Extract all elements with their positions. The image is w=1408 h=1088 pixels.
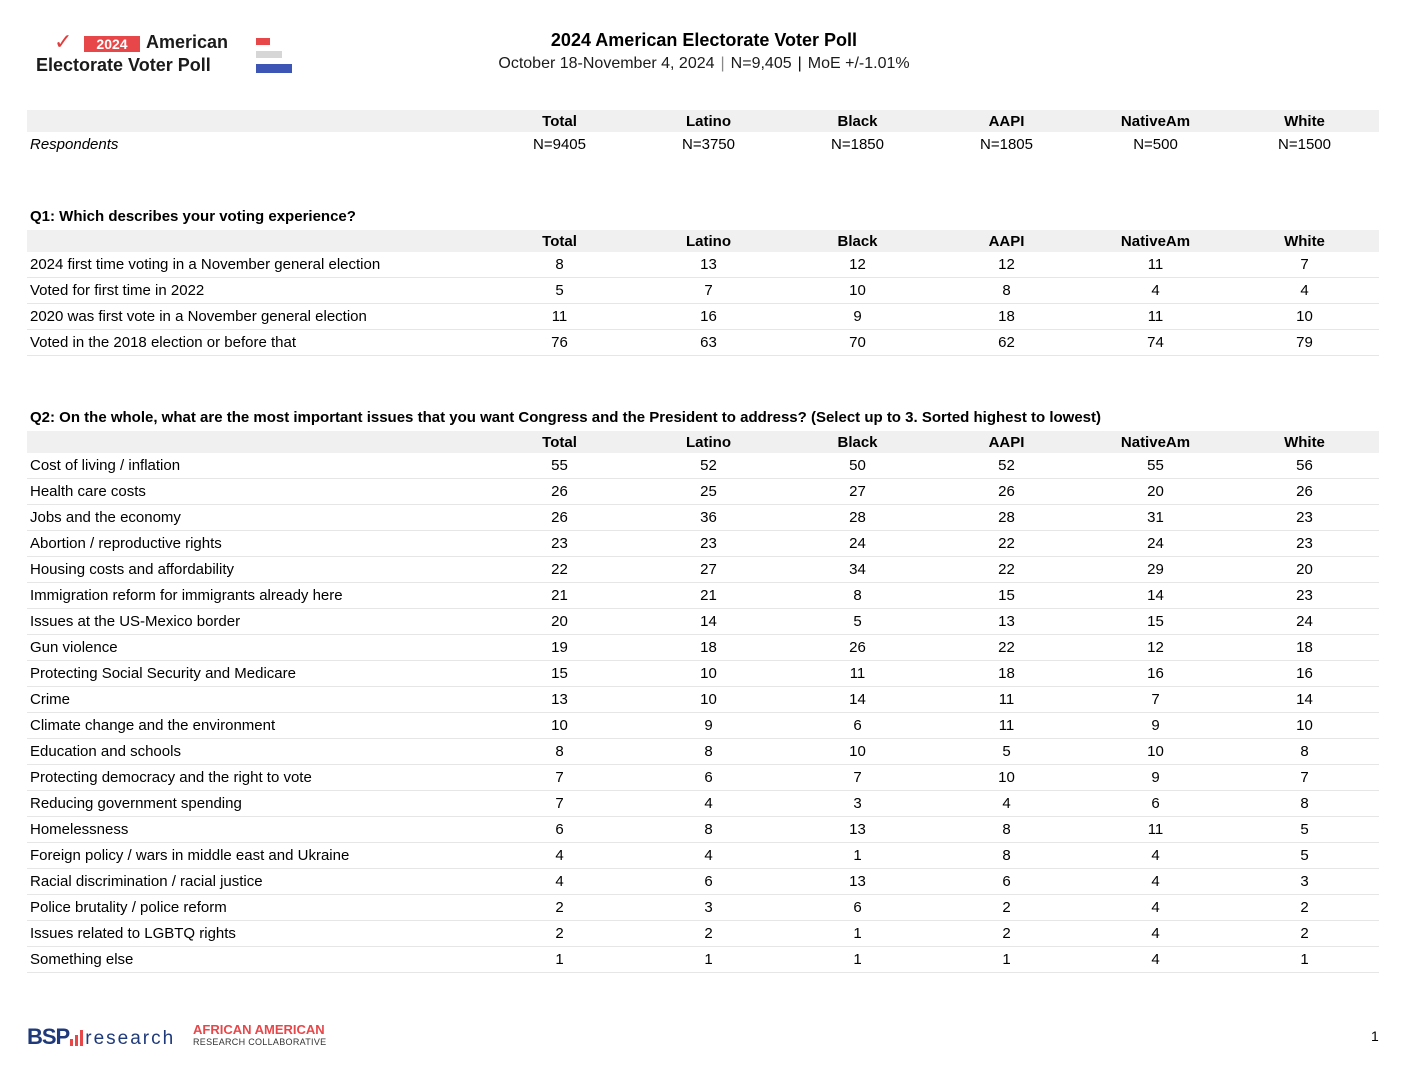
value-cell: 13 bbox=[783, 869, 932, 895]
separator: | bbox=[797, 55, 802, 72]
row-label: Issues related to LGBTQ rights bbox=[27, 921, 485, 947]
table-row bbox=[27, 609, 1379, 635]
column-header-black: Black bbox=[783, 431, 932, 453]
value-cell: 1 bbox=[783, 843, 932, 869]
page-title: 2024 American Electorate Voter Poll bbox=[550, 30, 858, 50]
value-cell: 7 bbox=[783, 765, 932, 791]
value-cell: 16 bbox=[1230, 661, 1379, 687]
value-cell: 10 bbox=[1081, 739, 1230, 765]
value-cell: 5 bbox=[783, 609, 932, 635]
table-row bbox=[27, 687, 1379, 713]
value-cell: 28 bbox=[932, 505, 1081, 531]
row-label: Cost of living / inflation bbox=[27, 453, 485, 479]
table-row bbox=[27, 635, 1379, 661]
table-row bbox=[27, 869, 1379, 895]
value-cell: 13 bbox=[634, 252, 783, 278]
value-cell: 18 bbox=[932, 661, 1081, 687]
row-label: Jobs and the economy bbox=[27, 505, 485, 531]
value-cell: 13 bbox=[932, 609, 1081, 635]
value-cell: 6 bbox=[634, 765, 783, 791]
value-cell: 13 bbox=[783, 817, 932, 843]
value-cell: 10 bbox=[932, 765, 1081, 791]
value-cell: 16 bbox=[634, 304, 783, 330]
respondents-cell: N=500 bbox=[1133, 136, 1178, 153]
value-cell: 23 bbox=[1230, 583, 1379, 609]
column-header-white: White bbox=[1230, 431, 1379, 453]
value-cell: 55 bbox=[1081, 453, 1230, 479]
page-subtitle bbox=[0, 55, 1408, 73]
value-cell: 27 bbox=[783, 479, 932, 505]
header-row bbox=[27, 110, 1379, 132]
value-cell: 20 bbox=[1081, 479, 1230, 505]
value-cell: 21 bbox=[485, 583, 634, 609]
value-cell: 8 bbox=[932, 278, 1081, 304]
value-cell: 8 bbox=[932, 843, 1081, 869]
value-cell: 23 bbox=[634, 531, 783, 557]
header-blank-cell bbox=[27, 110, 485, 132]
value-cell: 15 bbox=[485, 661, 634, 687]
value-cell: 11 bbox=[485, 304, 634, 330]
table-row bbox=[27, 921, 1379, 947]
table-row bbox=[27, 895, 1379, 921]
column-header-total: Total bbox=[485, 230, 634, 252]
row-label: 2020 was first vote in a November general election bbox=[27, 304, 485, 330]
value-cell: 2 bbox=[932, 895, 1081, 921]
value-cell: 22 bbox=[932, 531, 1081, 557]
table-row bbox=[27, 713, 1379, 739]
page-number: 1 bbox=[1371, 1028, 1379, 1044]
value-cell: 4 bbox=[634, 791, 783, 817]
value-cell: 11 bbox=[932, 687, 1081, 713]
column-header-white: White bbox=[1230, 110, 1379, 132]
value-cell: 14 bbox=[1081, 583, 1230, 609]
value-cell: 55 bbox=[485, 453, 634, 479]
row-label: Protecting democracy and the right to vote bbox=[27, 765, 485, 791]
value-cell: 8 bbox=[634, 817, 783, 843]
column-header-nativeam: NativeAm bbox=[1081, 431, 1230, 453]
value-cell: 7 bbox=[485, 791, 634, 817]
value-cell: 10 bbox=[783, 739, 932, 765]
value-cell: 21 bbox=[634, 583, 783, 609]
column-header-total: Total bbox=[485, 110, 634, 132]
value-cell: 26 bbox=[932, 479, 1081, 505]
value-cell: 4 bbox=[1081, 947, 1230, 973]
value-cell: 29 bbox=[1081, 557, 1230, 583]
value-cell: 9 bbox=[1081, 765, 1230, 791]
fieldwork-dates: October 18-November 4, 2024 bbox=[498, 55, 715, 72]
respondents-cell: N=3750 bbox=[682, 136, 735, 153]
value-cell: 26 bbox=[485, 479, 634, 505]
value-cell: 31 bbox=[1081, 505, 1230, 531]
value-cell: 2 bbox=[1230, 921, 1379, 947]
table-row bbox=[27, 505, 1379, 531]
value-cell: 9 bbox=[1081, 713, 1230, 739]
value-cell: 23 bbox=[1230, 505, 1379, 531]
value-cell: 1 bbox=[1230, 947, 1379, 973]
value-cell: 20 bbox=[485, 609, 634, 635]
value-cell: 4 bbox=[1230, 278, 1379, 304]
header-blank-cell bbox=[27, 230, 485, 252]
value-cell: 25 bbox=[634, 479, 783, 505]
value-cell: 22 bbox=[932, 557, 1081, 583]
value-cell: 7 bbox=[1081, 687, 1230, 713]
value-cell: 24 bbox=[1230, 609, 1379, 635]
table-row bbox=[27, 791, 1379, 817]
value-cell: 20 bbox=[1230, 557, 1379, 583]
respondents-cell: N=1500 bbox=[1278, 136, 1331, 153]
value-cell: 11 bbox=[1081, 817, 1230, 843]
table-row bbox=[27, 531, 1379, 557]
value-cell: 8 bbox=[1230, 791, 1379, 817]
column-header-total: Total bbox=[485, 431, 634, 453]
value-cell: 16 bbox=[1081, 661, 1230, 687]
value-cell: 8 bbox=[932, 817, 1081, 843]
value-cell: 3 bbox=[634, 895, 783, 921]
value-cell: 50 bbox=[783, 453, 932, 479]
value-cell: 3 bbox=[783, 791, 932, 817]
value-cell: 8 bbox=[634, 739, 783, 765]
value-cell: 4 bbox=[1081, 869, 1230, 895]
value-cell: 22 bbox=[485, 557, 634, 583]
column-header-black: Black bbox=[783, 230, 932, 252]
value-cell: 5 bbox=[1230, 843, 1379, 869]
aarc-line1: AFRICAN AMERICAN bbox=[193, 1022, 325, 1037]
value-cell: 62 bbox=[932, 330, 1081, 356]
value-cell: 5 bbox=[485, 278, 634, 304]
value-cell: 52 bbox=[634, 453, 783, 479]
value-cell: 34 bbox=[783, 557, 932, 583]
column-header-white: White bbox=[1230, 230, 1379, 252]
value-cell: 4 bbox=[485, 843, 634, 869]
value-cell: 26 bbox=[783, 635, 932, 661]
column-header-latino: Latino bbox=[634, 110, 783, 132]
table-row bbox=[27, 947, 1379, 973]
value-cell: 12 bbox=[783, 252, 932, 278]
value-cell: 79 bbox=[1230, 330, 1379, 356]
logo-line1: American bbox=[146, 32, 229, 52]
table-row bbox=[27, 330, 1379, 356]
row-label: Police brutality / police reform bbox=[27, 895, 485, 921]
value-cell: 4 bbox=[634, 843, 783, 869]
value-cell: 8 bbox=[485, 739, 634, 765]
value-cell: 6 bbox=[783, 713, 932, 739]
q1-title: Q1: Which describes your voting experience? bbox=[30, 208, 356, 225]
table-row bbox=[27, 661, 1379, 687]
value-cell: 56 bbox=[1230, 453, 1379, 479]
logo-year: 2024 bbox=[84, 36, 140, 52]
value-cell: 7 bbox=[1230, 765, 1379, 791]
value-cell: 24 bbox=[1081, 531, 1230, 557]
value-cell: 19 bbox=[485, 635, 634, 661]
value-cell: 24 bbox=[783, 531, 932, 557]
value-cell: 10 bbox=[634, 661, 783, 687]
value-cell: 2 bbox=[1230, 895, 1379, 921]
row-label: 2024 first time voting in a November general election bbox=[27, 252, 485, 278]
value-cell: 74 bbox=[1081, 330, 1230, 356]
value-cell: 6 bbox=[485, 817, 634, 843]
value-cell: 14 bbox=[634, 609, 783, 635]
value-cell: 5 bbox=[1230, 817, 1379, 843]
row-label: Issues at the US-Mexico border bbox=[27, 609, 485, 635]
value-cell: 4 bbox=[1081, 278, 1230, 304]
table-row bbox=[27, 557, 1379, 583]
respondents-cell: N=1850 bbox=[831, 136, 884, 153]
value-cell: 6 bbox=[932, 869, 1081, 895]
value-cell: 7 bbox=[634, 278, 783, 304]
column-header-aapi: AAPI bbox=[932, 230, 1081, 252]
sample-size: N=9,405 bbox=[730, 55, 792, 72]
value-cell: 52 bbox=[932, 453, 1081, 479]
research-wordmark: research bbox=[85, 1028, 176, 1049]
q1-table bbox=[27, 230, 1379, 356]
row-label: Something else bbox=[27, 947, 485, 973]
aarc-logo bbox=[193, 1024, 326, 1048]
value-cell: 10 bbox=[634, 687, 783, 713]
value-cell: 2 bbox=[932, 921, 1081, 947]
value-cell: 15 bbox=[932, 583, 1081, 609]
value-cell: 2 bbox=[485, 921, 634, 947]
value-cell: 70 bbox=[783, 330, 932, 356]
value-cell: 3 bbox=[1230, 869, 1379, 895]
value-cell: 18 bbox=[634, 635, 783, 661]
value-cell: 28 bbox=[783, 505, 932, 531]
value-cell: 1 bbox=[485, 947, 634, 973]
value-cell: 4 bbox=[932, 791, 1081, 817]
column-header-black: Black bbox=[783, 110, 932, 132]
value-cell: 5 bbox=[932, 739, 1081, 765]
value-cell: 18 bbox=[932, 304, 1081, 330]
row-label: Climate change and the environment bbox=[27, 713, 485, 739]
value-cell: 76 bbox=[485, 330, 634, 356]
value-cell: 10 bbox=[1230, 713, 1379, 739]
row-label: Gun violence bbox=[27, 635, 485, 661]
row-label: Foreign policy / wars in middle east and Ukraine bbox=[27, 843, 485, 869]
respondents-table bbox=[27, 110, 1379, 157]
value-cell: 2 bbox=[485, 895, 634, 921]
row-label: Homelessness bbox=[27, 817, 485, 843]
value-cell: 4 bbox=[485, 869, 634, 895]
aarc-line2: RESEARCH COLLABORATIVE bbox=[193, 1037, 327, 1047]
header-row bbox=[27, 431, 1379, 453]
value-cell: 14 bbox=[783, 687, 932, 713]
value-cell: 11 bbox=[1081, 304, 1230, 330]
value-cell: 22 bbox=[932, 635, 1081, 661]
value-cell: 23 bbox=[1230, 531, 1379, 557]
value-cell: 9 bbox=[634, 713, 783, 739]
table-row bbox=[27, 583, 1379, 609]
value-cell: 27 bbox=[634, 557, 783, 583]
value-cell: 14 bbox=[1230, 687, 1379, 713]
table-row bbox=[27, 765, 1379, 791]
value-cell: 6 bbox=[634, 869, 783, 895]
value-cell: 10 bbox=[485, 713, 634, 739]
value-cell: 11 bbox=[1081, 252, 1230, 278]
bsp-wordmark: BSP bbox=[27, 1024, 70, 1049]
table-row bbox=[27, 278, 1379, 304]
value-cell: 13 bbox=[485, 687, 634, 713]
row-label: Crime bbox=[27, 687, 485, 713]
value-cell: 18 bbox=[1230, 635, 1379, 661]
value-cell: 6 bbox=[783, 895, 932, 921]
respondents-cell: N=1805 bbox=[980, 136, 1033, 153]
value-cell: 8 bbox=[1230, 739, 1379, 765]
logo-line2: Electorate Voter Poll bbox=[36, 55, 211, 75]
q2-title: Q2: On the whole, what are the most important issues that you want Congress and the President to address? (Select up to 3. Sorted highest to lowest) bbox=[30, 409, 1101, 426]
value-cell: 1 bbox=[783, 947, 932, 973]
margin-of-error: MoE +/-1.01% bbox=[807, 55, 910, 72]
value-cell: 4 bbox=[1081, 895, 1230, 921]
table-row bbox=[27, 453, 1379, 479]
value-cell: 12 bbox=[1081, 635, 1230, 661]
bar-chart-icon bbox=[70, 1028, 84, 1046]
value-cell: 9 bbox=[783, 304, 932, 330]
column-header-aapi: AAPI bbox=[932, 431, 1081, 453]
row-label: Health care costs bbox=[27, 479, 485, 505]
header-blank-cell bbox=[27, 431, 485, 453]
value-cell: 7 bbox=[1230, 252, 1379, 278]
value-cell: 15 bbox=[1081, 609, 1230, 635]
value-cell: 1 bbox=[783, 921, 932, 947]
row-label: Racial discrimination / racial justice bbox=[27, 869, 485, 895]
row-label: Abortion / reproductive rights bbox=[27, 531, 485, 557]
table-row bbox=[27, 304, 1379, 330]
value-cell: 1 bbox=[932, 947, 1081, 973]
value-cell: 7 bbox=[485, 765, 634, 791]
table-row bbox=[27, 843, 1379, 869]
respondents-cell: N=9405 bbox=[533, 136, 586, 153]
table-row bbox=[27, 817, 1379, 843]
respondents-row bbox=[27, 132, 1379, 157]
table-row bbox=[27, 739, 1379, 765]
header-row bbox=[27, 230, 1379, 252]
row-label: Housing costs and affordability bbox=[27, 557, 485, 583]
separator: | bbox=[720, 55, 725, 72]
column-header-aapi: AAPI bbox=[932, 110, 1081, 132]
q2-table bbox=[27, 431, 1379, 973]
value-cell: 26 bbox=[485, 505, 634, 531]
bsp-research-logo bbox=[27, 1024, 175, 1050]
value-cell: 10 bbox=[1230, 304, 1379, 330]
value-cell: 1 bbox=[634, 947, 783, 973]
column-header-latino: Latino bbox=[634, 431, 783, 453]
row-label: Reducing government spending bbox=[27, 791, 485, 817]
value-cell: 6 bbox=[1081, 791, 1230, 817]
row-label: Voted for first time in 2022 bbox=[27, 278, 485, 304]
value-cell: 26 bbox=[1230, 479, 1379, 505]
row-label: Protecting Social Security and Medicare bbox=[27, 661, 485, 687]
column-header-nativeam: NativeAm bbox=[1081, 230, 1230, 252]
row-label: Education and schools bbox=[27, 739, 485, 765]
row-label: Respondents bbox=[30, 136, 119, 153]
value-cell: 2 bbox=[634, 921, 783, 947]
value-cell: 4 bbox=[1081, 843, 1230, 869]
value-cell: 11 bbox=[783, 661, 932, 687]
column-header-latino: Latino bbox=[634, 230, 783, 252]
value-cell: 4 bbox=[1081, 921, 1230, 947]
value-cell: 10 bbox=[783, 278, 932, 304]
value-cell: 63 bbox=[634, 330, 783, 356]
checkmark-icon: ✓ bbox=[54, 30, 73, 55]
column-header-nativeam: NativeAm bbox=[1081, 110, 1230, 132]
value-cell: 12 bbox=[932, 252, 1081, 278]
table-row bbox=[27, 479, 1379, 505]
value-cell: 23 bbox=[485, 531, 634, 557]
value-cell: 8 bbox=[783, 583, 932, 609]
value-cell: 8 bbox=[485, 252, 634, 278]
table-row bbox=[27, 252, 1379, 278]
value-cell: 11 bbox=[932, 713, 1081, 739]
value-cell: 36 bbox=[634, 505, 783, 531]
row-label: Voted in the 2018 election or before that bbox=[27, 330, 485, 356]
row-label: Immigration reform for immigrants already here bbox=[27, 583, 485, 609]
